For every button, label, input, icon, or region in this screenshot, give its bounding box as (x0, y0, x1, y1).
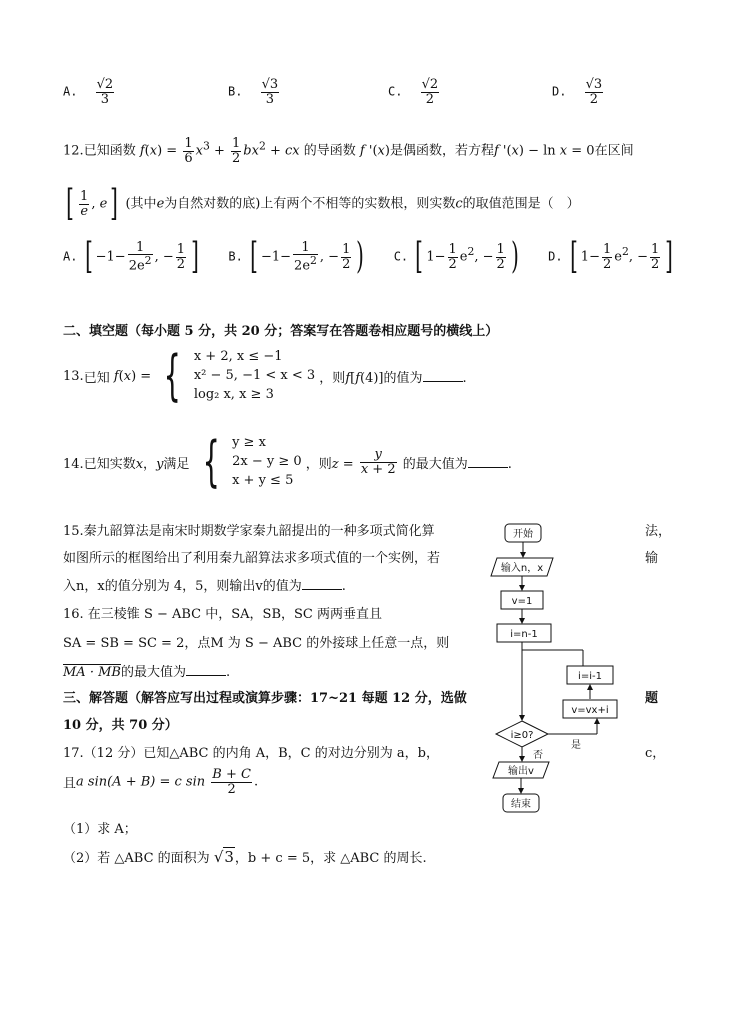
q13: 13.已知 f(x) = { x + 2, x ≤ −1 x² − 5, −1 < x < 3 log₂ x, x ≥ 3 ，则f[f(4)]的值为 . (63, 344, 467, 408)
q15-line2-tail: 输 (645, 551, 659, 566)
flow-init-i-label: i=n-1 (510, 629, 538, 640)
q11-option-d (552, 78, 605, 106)
q11-option-b (228, 78, 281, 106)
flow-init-v-label: v=1 (511, 596, 533, 607)
q12-stem-line1: 12.已知函数 f(x) = $\frac{1}{6}$ $x^3$ + $\frac{1}{2}$ $bx^2$ + cx 的导函数 f '(x)是偶函数，若方程f '(x) − ln x = 0在区间 (63, 136, 634, 166)
flow-output-label: 输出v (508, 766, 534, 777)
flow-input-label: 输入n，x (500, 563, 544, 574)
q17-line1-tail: c， (645, 746, 666, 761)
flow-update-v-label: v=vx+i (571, 705, 609, 716)
q17-part1: （1）求 A； (63, 822, 137, 837)
option-fraction: $\frac{√3}{3}$ (261, 77, 279, 107)
q16-line2: SA = SB = SC = 2，点M 为 S − ABC 的外接球上任意一点，则 (63, 636, 450, 651)
q16-line1: 16. 在三棱锥 S − ABC 中，SA，SB，SC 两两垂直且 (63, 607, 383, 622)
q16-line3: MA · MB的最大值为 . (63, 665, 231, 680)
q12-options: A. [ −1− $\frac{1}{2e^2}$ , − $\frac{1}{2}$ ] B. [ −1− $\frac{1}{2e^2}$ , − $\frac{1}{2}$ ) C. [ 1− $\frac{1}{2}$ $e^2$, − $\frac{1}{2}$ ) D. [ 1− $\frac{1}{2}$ $e^2$, − $\frac{1}{2}$ ] (63, 236, 674, 277)
option-label: D. (552, 84, 567, 99)
q17-part2: （2）若 △ABC 的面积为 √3，b + c = 5，求 △ABC 的周长. (63, 848, 427, 866)
q14: 14.已知实数x，y满足 { y ≥ x 2x − y ≥ 0 x + y ≤ 5 ，则z = $\frac{y}{x + 2}$ 的最大值为 . (63, 430, 512, 494)
q11-option-a (63, 78, 116, 106)
q12-stem-line2: [ $\frac{1}{e}$ , e] (其中e为自然对数的底)上有两个不相等的实数根，则实数c的取值范围是（ ） (66, 183, 580, 224)
q15-line1: 15.秦九韶算法是南宋时期数学家秦九韶提出的一种多项式简化算 (63, 524, 435, 539)
option-fraction: $\frac{√3}{2}$ (585, 77, 603, 107)
section-title-solve-tail: 题 (645, 691, 659, 706)
q17-line1: 17.（12 分）已知△ABC 的内角 A，B，C 的对边分别为 a，b， (63, 746, 439, 761)
flowchart (485, 520, 620, 820)
q15-line1-tail: 法， (645, 524, 672, 539)
flow-yes-label: 是 (571, 740, 581, 751)
option-label: B. (228, 84, 243, 99)
q15-line2: 如图所示的框图给出了利用秦九韶算法求多项式值的一个实例，若 (63, 551, 441, 566)
q15-line3: 入n，x的值分别为 4，5，则输出v的值为 . (63, 579, 346, 594)
option-label: A. (63, 84, 78, 99)
section-title-solve: 三、解答题（解答应写出过程或演算步骤：17~21 每题 12 分，选做 (63, 691, 467, 706)
option-fraction: $\frac{√2}{2}$ (421, 77, 439, 107)
option-label: C. (388, 84, 403, 99)
section-title-solve-line2: 10 分，共 70 分） (63, 718, 178, 733)
option-fraction: $\frac{√2}{3}$ (96, 77, 114, 107)
flow-end-label: 结束 (511, 799, 531, 810)
flow-no-label: 否 (533, 750, 543, 761)
q11-option-c (388, 78, 441, 106)
q17-line2: 且a sin(A + B) = c sin $\frac{B + C}{2}$ . (63, 767, 259, 797)
flow-dec-i-label: i=i-1 (578, 671, 602, 682)
flow-condition-label: i≥0? (510, 730, 534, 741)
flow-start-label: 开始 (513, 529, 533, 540)
section-title-fill-in: 二、填空题（每小题 5 分，共 20 分；答案写在答题卷相应题号的横线上） (63, 324, 499, 339)
